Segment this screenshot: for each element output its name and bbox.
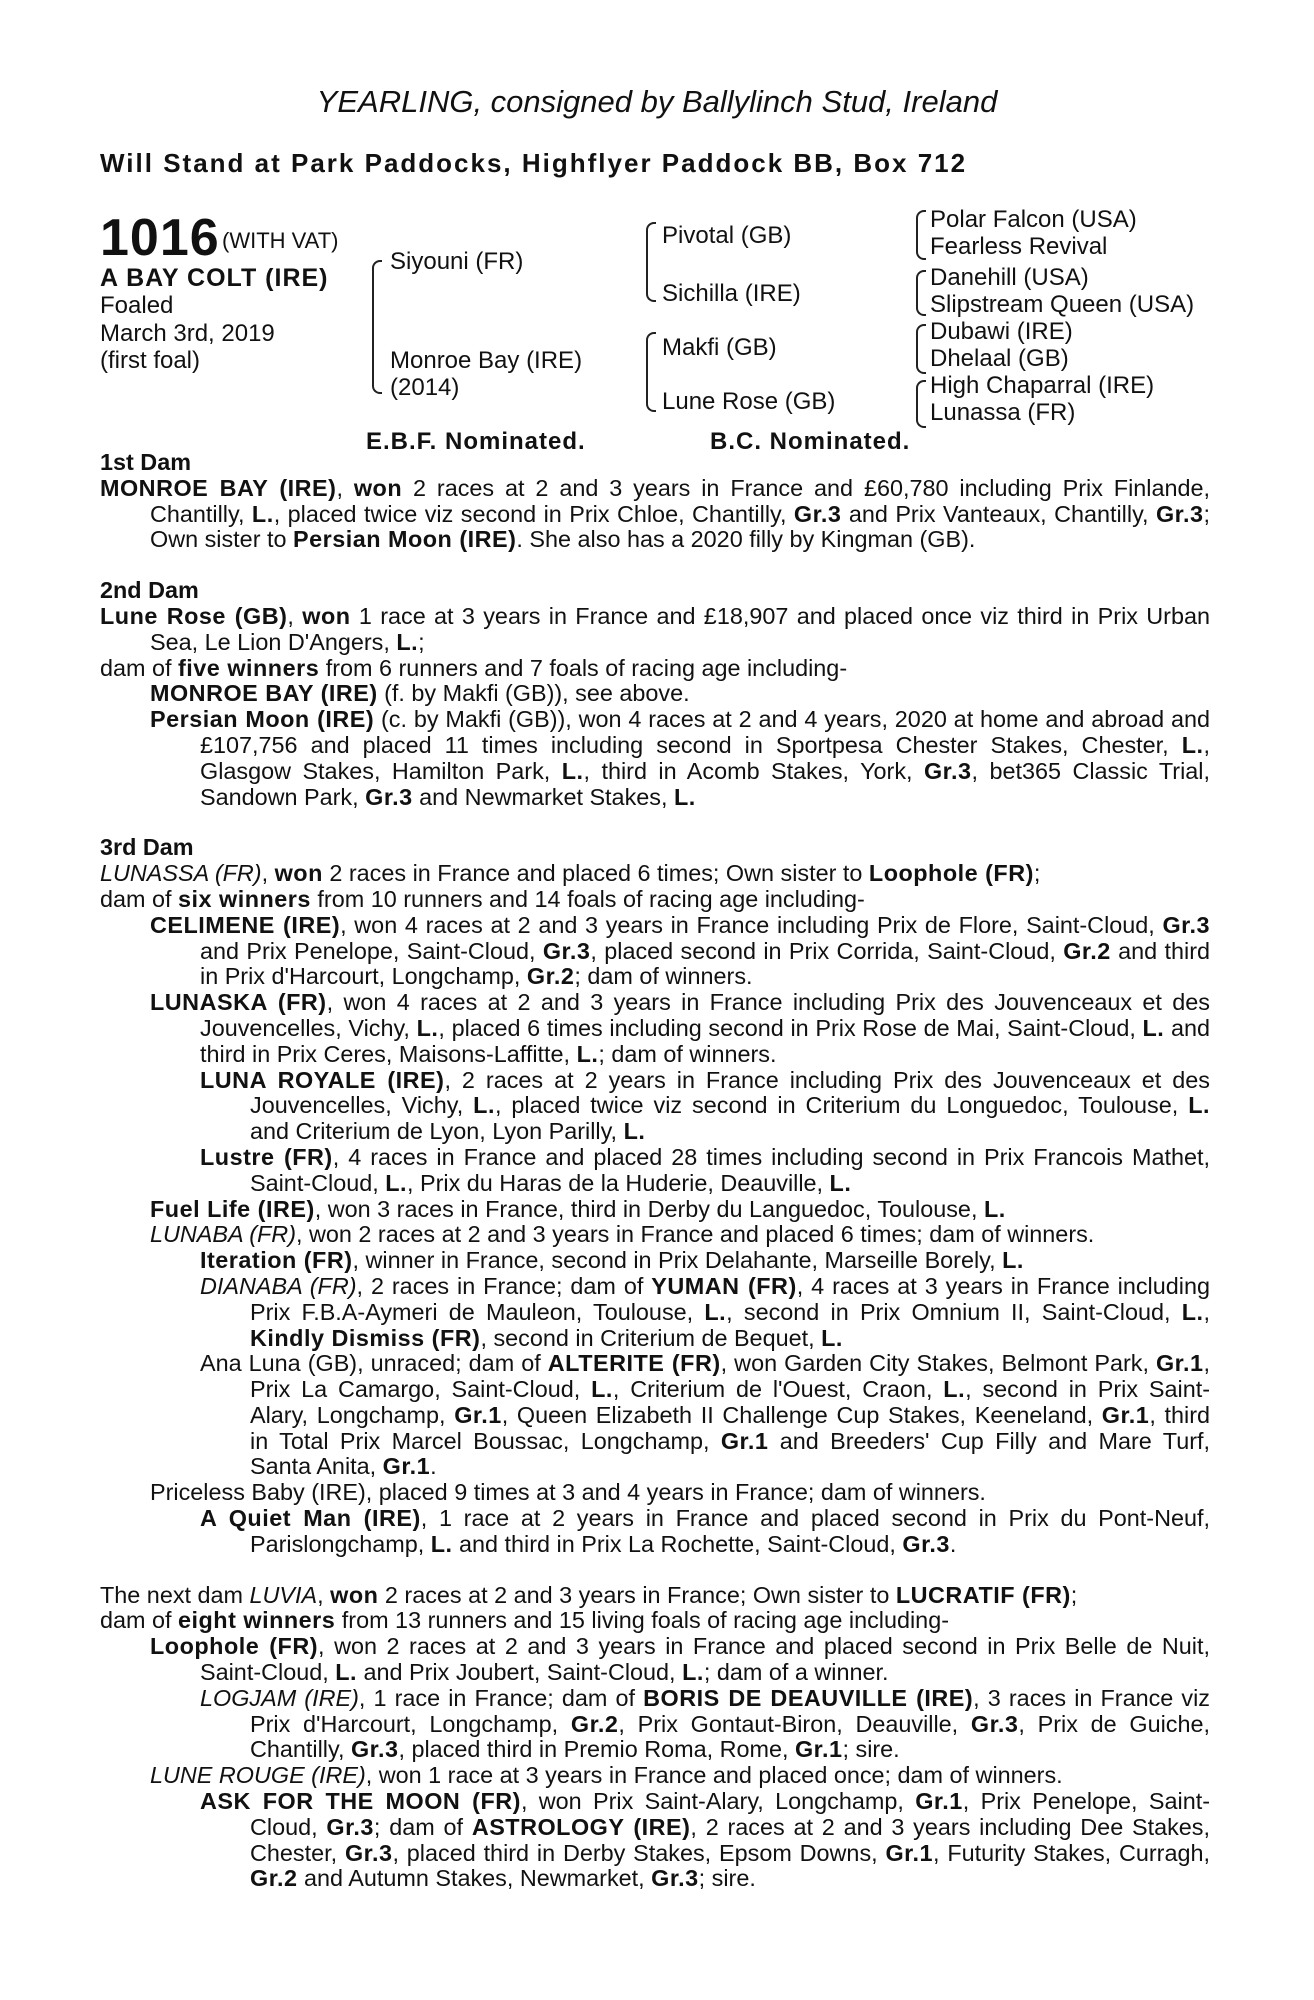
gen3-name: High Chaparral (IRE) bbox=[930, 372, 1155, 399]
lot-description: A BAY COLT (IRE) bbox=[100, 264, 329, 292]
pedigree-brace bbox=[916, 324, 926, 350]
produce-entry: LUNABA (FR), won 2 races at 2 and 3 years in France and placed 6 times; dam of winners. bbox=[150, 1221, 1095, 1248]
bc-nomination: B.C. Nominated. bbox=[710, 428, 911, 455]
produce-entry: Fuel Life (IRE), won 3 races in France, third in Derby du Languedoc, Toulouse, L. bbox=[150, 1195, 1006, 1222]
produce-entry: MONROE BAY (IRE) (f. by Makfi (GB)), see above. bbox=[150, 680, 690, 707]
section-heading-2nd-dam: 2nd Dam bbox=[100, 577, 199, 604]
dam-paragraph: Lune Rose (GB), won 1 race at 3 years in France and £18,907 and placed once viz third in Prix Urban Sea, Le Lion D'Angers, L.; bbox=[100, 602, 1210, 655]
produce-entry: CELIMENE (IRE), won 4 races at 2 and 3 years in France including Prix de Flore, Saint-Cloud, Gr.3 and Prix Penelope, Saint-Cloud, Gr.3, placed second in Prix Corrida, Saint-Cloud, Gr.2 and third in Prix d'Harcourt, Longchamp, Gr.2; dam of winners. bbox=[150, 911, 1211, 990]
produce-entry: Lustre (FR), 4 races in France and placed 28 times including second in Prix Francois Mathet, Saint-Cloud, L., Prix du Haras de la Huderie, Deauville, L. bbox=[200, 1143, 1210, 1196]
pedigree-brace bbox=[646, 222, 656, 260]
produce-entry: ASK FOR THE MOON (FR), won Prix Saint-Alary, Longchamp, Gr.1, Prix Penelope, Saint-Cloud, Gr.3; dam of ASTROLOGY (IRE), 2 races at 2 and 3 years including Dee Stakes, Chester, Gr.3, placed third in Derby Stakes, Epsom Downs, Gr.1, Futurity Stakes, Curragh, Gr.2 and Autumn Stakes, Newmarket, Gr.3; sire. bbox=[200, 1788, 1211, 1892]
dam-sire-name: Makfi (GB) bbox=[662, 334, 777, 361]
gen3-name: Polar Falcon (USA) bbox=[930, 206, 1137, 233]
sire-dam-name: Sichilla (IRE) bbox=[662, 280, 801, 307]
ebf-nomination: E.B.F. Nominated. bbox=[366, 428, 586, 455]
dam-year: (2014) bbox=[390, 374, 460, 401]
sire-name: Siyouni (FR) bbox=[390, 248, 524, 275]
produce-summary: dam of six winners from 10 runners and 14 foals of racing age including- bbox=[100, 885, 865, 912]
dam-paragraph: MONROE BAY (IRE), won 2 races at 2 and 3 years in France and £60,780 including Prix Finlande, Chantilly, L., placed twice viz second in Prix Chloe, Chantilly, Gr.3 and Prix Vanteaux, Chantilly, Gr.3; Own sister to Persian Moon (IRE). She also has a 2020 filly by Kingman (GB). bbox=[100, 474, 1211, 553]
pedigree-brace bbox=[372, 260, 382, 332]
gen3-name: Dhelaal (GB) bbox=[930, 345, 1069, 372]
produce-entry: LUNA ROYALE (IRE), 2 races at 2 years in France including Prix des Jouvenceaux et des Jouvencelles, Vichy, L., placed twice viz second in Criterium du Longuedoc, Toulouse, L. and Criterium de Lyon, Lyon Parilly, L. bbox=[200, 1066, 1211, 1145]
pedigree-brace bbox=[916, 270, 926, 294]
lot-number: 1016 bbox=[100, 209, 220, 267]
gen3-name: Dubawi (IRE) bbox=[930, 318, 1073, 345]
produce-entry: Loophole (FR), won 2 races at 2 and 3 years in France and placed second in Prix Belle de Nuit, Saint-Cloud, L. and Prix Joubert, Saint-Cloud, L.; dam of a winner. bbox=[150, 1633, 1210, 1686]
sire-sire-name: Pivotal (GB) bbox=[662, 222, 792, 249]
foaled-label: Foaled bbox=[100, 292, 174, 319]
produce-entry: LUNASKA (FR), won 4 races at 2 and 3 years in France including Prix des Jouvenceaux et des Jouvencelles, Vichy, L., placed 6 times including second in Prix Rose de Mai, Saint-Cloud, L. and third in Prix Ceres, Maisons-Laffitte, L.; dam of winners. bbox=[150, 989, 1211, 1067]
section-heading-1st-dam: 1st Dam bbox=[100, 449, 192, 475]
catalogue-body bbox=[100, 450, 1210, 1892]
vat-note: (WITH VAT) bbox=[222, 228, 339, 253]
produce-entry: Priceless Baby (IRE), placed 9 times at 3 and 4 years in France; dam of winners. bbox=[150, 1479, 986, 1506]
produce-summary: dam of five winners from 6 runners and 7 foals of racing age including- bbox=[100, 654, 848, 681]
pedigree-brace bbox=[916, 404, 926, 428]
pedigree-brace bbox=[646, 332, 656, 370]
pedigree-brace bbox=[916, 234, 926, 260]
dam-paragraph: LUNASSA (FR), won 2 races in France and placed 6 times; Own sister to Loophole (FR); bbox=[100, 860, 1041, 887]
dam-name: Monroe Bay (IRE) bbox=[390, 347, 583, 374]
pedigree-brace bbox=[646, 258, 656, 302]
produce-entry: A Quiet Man (IRE), 1 race at 2 years in France and placed second in Prix du Pont-Neuf, Parislongchamp, L. and third in Prix La Rochette, Saint-Cloud, Gr.3. bbox=[200, 1505, 1210, 1557]
pedigree-brace bbox=[646, 368, 656, 412]
next-dam-paragraph: The next dam LUVIA, won 2 races at 2 and 3 years in France; Own sister to LUCRATIF (FR); bbox=[100, 1581, 1078, 1608]
gen3-name: Lunassa (FR) bbox=[930, 399, 1076, 426]
first-foal-note: (first foal) bbox=[100, 347, 201, 374]
pedigree-brace bbox=[916, 380, 926, 406]
pedigree-brace bbox=[916, 292, 926, 316]
gen3-name: Slipstream Queen (USA) bbox=[930, 291, 1195, 318]
gen3-name: Danehill (USA) bbox=[930, 264, 1089, 291]
pedigree-brace bbox=[916, 348, 926, 374]
pedigree-brace bbox=[916, 210, 926, 236]
section-heading-3rd-dam: 3rd Dam bbox=[100, 834, 194, 861]
produce-entry: LOGJAM (IRE), 1 race in France; dam of BORIS DE DEAUVILLE (IRE), 3 races in France viz Prix d'Harcourt, Longchamp, Gr.2, Prix Gontaut-Biron, Deauville, Gr.3, Prix de Guiche, Chantilly, Gr.3, placed third in Premio Roma, Rome, Gr.1; sire. bbox=[200, 1684, 1211, 1763]
gen3-name: Fearless Revival bbox=[930, 233, 1108, 260]
produce-entry: Persian Moon (IRE) (c. by Makfi (GB)), won 4 races at 2 and 4 years, 2020 at home and abroad and £107,756 and placed 11 times including second in Sportpesa Chester Stakes, Chester, L., Glasgow Stakes, Hamilton Park, L., third in Acomb Stakes, York, Gr.3, bet365 Classic Trial, Sandown Park, Gr.3 and Newmarket Stakes, L. bbox=[150, 706, 1210, 810]
produce-entry: LUNE ROUGE (IRE), won 1 race at 3 years in France and placed once; dam of winners. bbox=[150, 1762, 1063, 1789]
produce-entry: Ana Luna (GB), unraced; dam of ALTERITE (FR), won Garden City Stakes, Belmont Park, Gr.1, Prix La Camargo, Saint-Cloud, L., Criterium de l'Ouest, Craon, L., second in Prix Saint-Alary, Longchamp, Gr.1, Queen Elizabeth II Challenge Cup Stakes, Keeneland, Gr.1, third in Total Prix Marcel Boussac, Longchamp, Gr.1 and Breeders' Cup Filly and Mare Turf, Santa Anita, Gr.1. bbox=[200, 1350, 1211, 1480]
stand-location: Will Stand at Park Paddocks, Highflyer Paddock BB, Box 712 bbox=[100, 148, 968, 178]
foaled-date: March 3rd, 2019 bbox=[100, 320, 275, 347]
produce-summary: dam of eight winners from 13 runners and 15 living foals of racing age including- bbox=[100, 1607, 949, 1634]
produce-entry: DIANABA (FR), 2 races in France; dam of YUMAN (FR), 4 races at 3 years in France including Prix F.B.A-Aymeri de Mauleon, Toulouse, L., second in Prix Omnium II, Saint-Cloud, L., Kindly Dismiss (FR), second in Criterium de Bequet, L. bbox=[200, 1272, 1211, 1351]
dam-dam-name: Lune Rose (GB) bbox=[662, 388, 836, 415]
pedigree-brace bbox=[372, 330, 382, 394]
produce-entry: Iteration (FR), winner in France, second in Prix Delahante, Marseille Borely, L. bbox=[200, 1247, 1024, 1274]
page-title: YEARLING, consigned by Ballylinch Stud, Ireland bbox=[316, 84, 998, 119]
